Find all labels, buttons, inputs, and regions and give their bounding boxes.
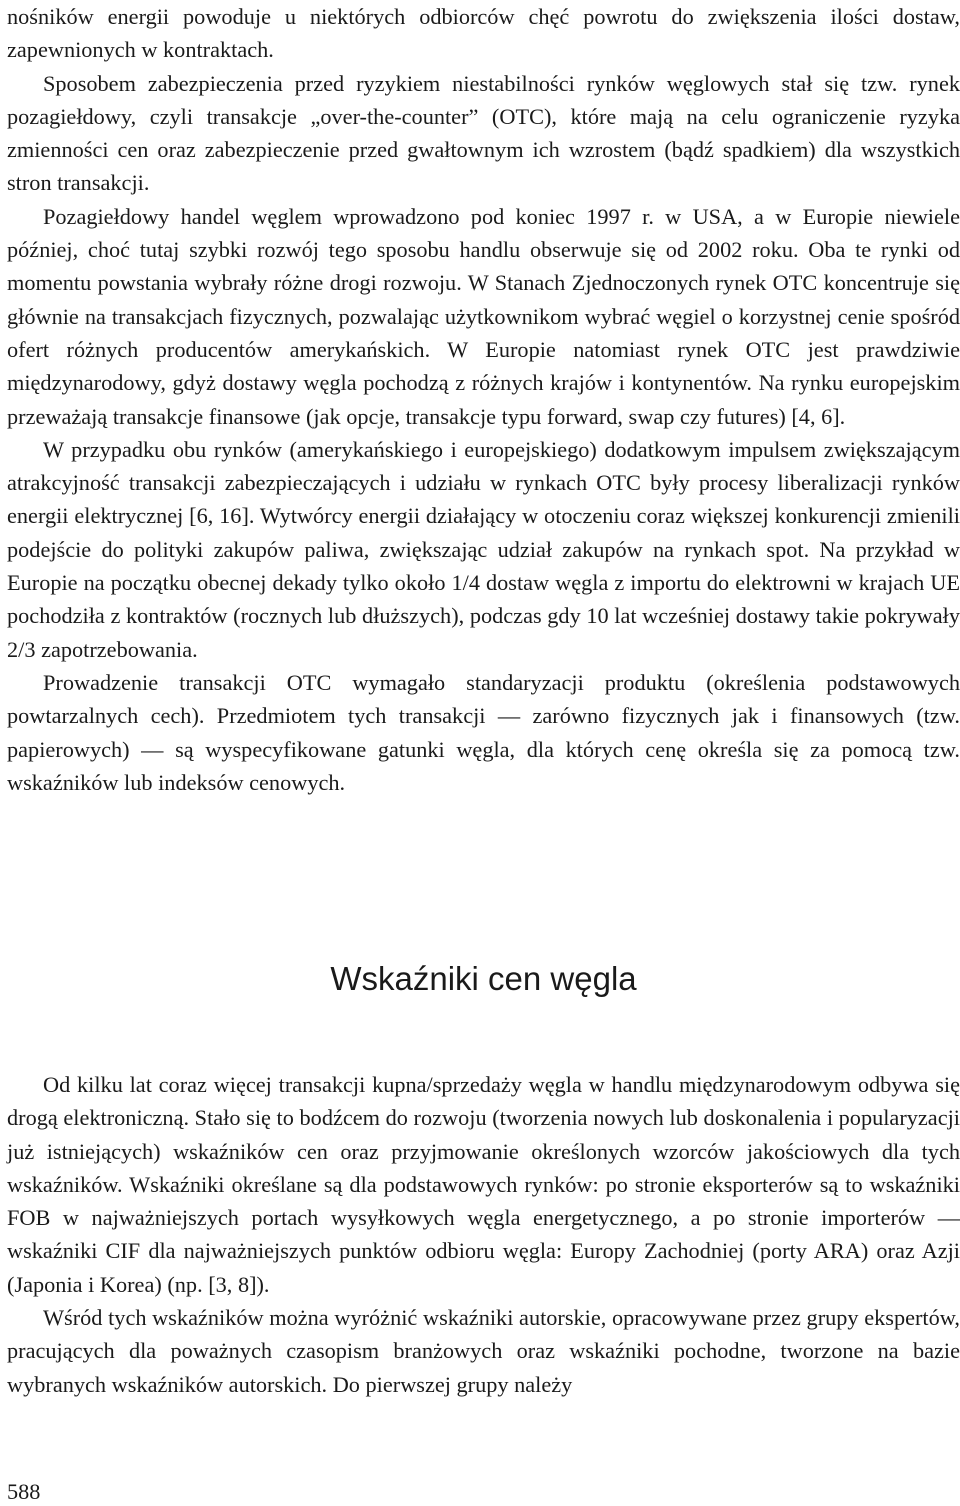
paragraph-liberalization: W przypadku obu rynków (amerykańskiego i europejskiego) dodatkowym impulsem zwiększającym atrakcyjność transakcji zabezpieczających i udziału w rynkach OTC były procesy liberalizacji rynków energii elektrycznej [6, 16]. Wytwórcy energii działający w otoczeniu coraz większej konkurencji zmienili podejście do polityki zakupów paliwa, zwiększając udział zakupów na rynkach spot. Na przykład w Europie na początku obecnej dekady tylko około 1/4 dostaw węgla z importu do elektrowni w krajach UE pochodziła z kontraktów (rocznych lub dłuższych), podczas gdy 10 lat wcześniej dostawy takie pokrywały 2/3 zapotrzebowania. — [7, 436, 960, 662]
paragraph-index-types: Wśród tych wskaźników można wyróżnić wskaźniki autorskie, opracowywane przez grupy ekspertów, pracujących dla poważnych czasopism branżowych oraz wskaźniki pochodne, tworzone na bazie wybranych wskaźników autorskich. Do pierwszej grupy należy — [7, 1305, 960, 1397]
body-text-top — [7, 0, 960, 799]
paragraph-standardization: Prowadzenie transakcji OTC wymagało standaryzacji produktu (określenia podstawowych powtarzalnych cech). Przedmiotem tych transakcji — zarówno fizycznych jak i finansowych (tzw. papierowych) — są wyspecyfikowane gatunki węgla, dla których cenę określa się za pomocą tzw. wskaźników lub indeksów cenowych. — [7, 669, 960, 795]
document-page — [7, 0, 960, 1506]
body-text-bottom — [7, 1068, 960, 1401]
paragraph-otc-definition: Sposobem zabezpieczenia przed ryzykiem niestabilności rynków węglowych stał się tzw. rynek pozagiełdowy, czyli transakcje „over-the-counter” (OTC), które mają na celu ograniczenie ryzyka zmienności cen oraz zabezpieczenie przed gwałtownym ich wzrostem (bądź spadkiem) dla wszystkich stron transakcji. — [7, 70, 960, 196]
paragraph-continuation: nośników energii powoduje u niektórych odbiorców chęć powrotu do zwiększenia ilości dostaw, zapewnionych w kontraktach. — [7, 4, 960, 63]
page-number: 588 — [7, 1479, 41, 1504]
section-heading: Wskaźniki cen węgla — [330, 960, 637, 997]
paragraph-electronic-trade: Od kilku lat coraz więcej transakcji kupna/sprzedaży węgla w handlu międzynarodowym odbywa się drogą elektroniczną. Stało się to bodźcem do rozwoju (tworzenia nowych lub doskonalenia i popularyzacji już istniejących) wskaźników cen oraz przyjmowanie określonych wzorców jakościowych dla tych wskaźników. Wskaźniki określane są dla podstawowych rynków: po stronie eksporterów są to wskaźniki FOB w najważniejszych portach wysyłkowych węgla energetycznego, a po stronie importerów — wskaźniki CIF dla najważniejszych punktów odbioru węgla: Europy Zachodniej (porty ARA) oraz Azji (Japonia i Korea) (np. [3, 8]). — [7, 1072, 960, 1297]
paragraph-otc-history: Pozagiełdowy handel węglem wprowadzono pod koniec 1997 r. w USA, a w Europie niewiele później, choć tutaj szybki rozwój tego sposobu handlu obserwuje się od 2002 roku. Oba te rynki od momentu powstania wybrały różne drogi rozwoju. W Stanach Zjednoczonych rynek OTC koncentruje się głównie na transakcjach fizycznych, pozwalając użytkownikom wybrać węgiel o korzystnej cenie spośród ofert różnych producentów amerykańskich. W Europie natomiast rynek OTC jest prawdziwie międzynarodowy, gdyż dostawy węgla pochodzą z różnych krajów i kontynentów. Na rynku europejskim przeważają transakcje finansowe (jak opcje, transakcje typu forward, swap czy futures) [4, 6]. — [7, 203, 960, 429]
